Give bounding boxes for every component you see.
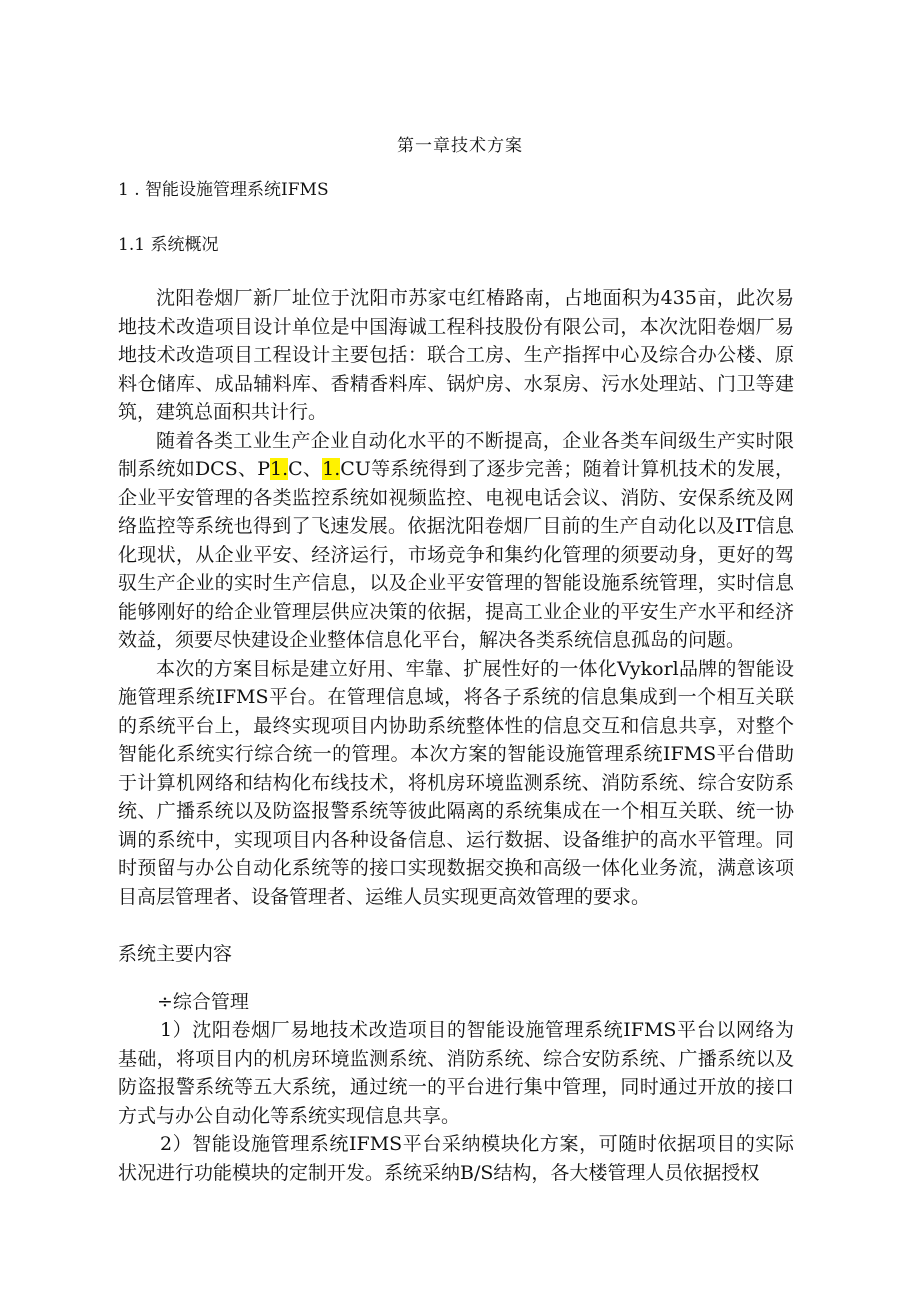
paragraph-2-part-c: CU等系统得到了逐步完善；随着计算机技术的发展，企业平安管理的各类监控系统如视频监控、电视电话会议、消防、安保系统及网络监控等系统也得到了飞速发展。依据沈阳卷烟厂目前的生产自动化以及IT信息化现状，从企业平安、经济运行，市场竞争和集约化管理的须要动身，更好的驾驭生产企业的实时生产信息，以及企业平安管理的智能设施系统管理，实时信息能够刚好的给企业管理层供应决策的依据，提高工业企业的平安生产水平和经济效益，须要尽快建设企业整体信息化平台，解决各类系统信息孤岛的问题。	[118, 458, 794, 651]
list-item-2: 2）智能设施管理系统IFMS平台采纳模块化方案，可随时依据项目的实际状况进行功能模块的定制开发。系统采纳B/S结构，各大楼管理人员依据授权	[118, 1133, 794, 1184]
chapter-title: 第一章技术方案	[397, 136, 523, 156]
section-1-text: 1 . 智能设施管理系统IFMS	[118, 180, 329, 200]
section-heading-1	[118, 178, 329, 202]
paragraph-1: 沈阳卷烟厂新厂址位于沈阳市苏家屯红椿路南，占地面积为435亩，此次易地技术改造项目设计单位是中国海诚工程科技股份有限公司，本次沈阳卷烟厂易地技术改造项目工程设计主要包括：联合工房、生产指挥中心及综合办公楼、原料仓储库、成品辅料库、香精香料库、锅炉房、水泵房、污水处理站、门卫等建筑，建筑总面积共计行。	[118, 287, 794, 423]
list-item-1: 1）沈阳卷烟厂易地技术改造项目的智能设施管理系统IFMS平台以网络为基础，将项目内的机房环境监测系统、消防系统、综合安防系统、广播系统以及防盗报警系统等五大系统，通过统一的平台进行集中管理，同时通过开放的接口方式与办公自动化等系统实现信息共享。	[118, 1019, 794, 1127]
paragraph-2	[118, 427, 794, 655]
body-text	[118, 284, 794, 911]
bullet-heading: ÷综合管理	[157, 991, 249, 1013]
paragraph-3: 本次的方案目标是建立好用、牢靠、扩展性好的一体化Vykorl品牌的智能设施管理系统IFMS平台。在管理信息域，将各子系统的信息集成到一个相互关联的系统平台上，最终实现项目内协助系统整体性的信息交互和信息共享，对整个智能化系统实行综合统一的管理。本次方案的智能设施管理系统IFMS平台借助于计算机网络和结构化布线技术，将机房环境监测系统、消防系统、综合安防系统、广播系统以及防盗报警系统等彼此隔离的系统集成在一个相互关联、统一协调的系统中，实现项目内各种设备信息、运行数据、设备维护的高水平管理。同时预留与办公自动化系统等的接口实现数据交换和高级一体化业务流，满意该项目高层管理者、设备管理者、运维人员实现更高效管理的要求。	[118, 657, 794, 908]
paragraph-2-part-b: C、	[288, 458, 323, 480]
section-heading-main-content: 系统主要内容	[118, 943, 233, 965]
list-items	[118, 1016, 794, 1187]
highlighted-text-2: 1.	[322, 458, 341, 480]
section-heading-1-1: 1.1 系统概况	[118, 235, 219, 255]
highlighted-text-1: 1.	[269, 458, 289, 480]
paragraph-2-part-a: 随着各类工业生产企业自动化水平的不断提高，企业各类车间级生产实时限制系统如DCS、P	[118, 429, 794, 480]
